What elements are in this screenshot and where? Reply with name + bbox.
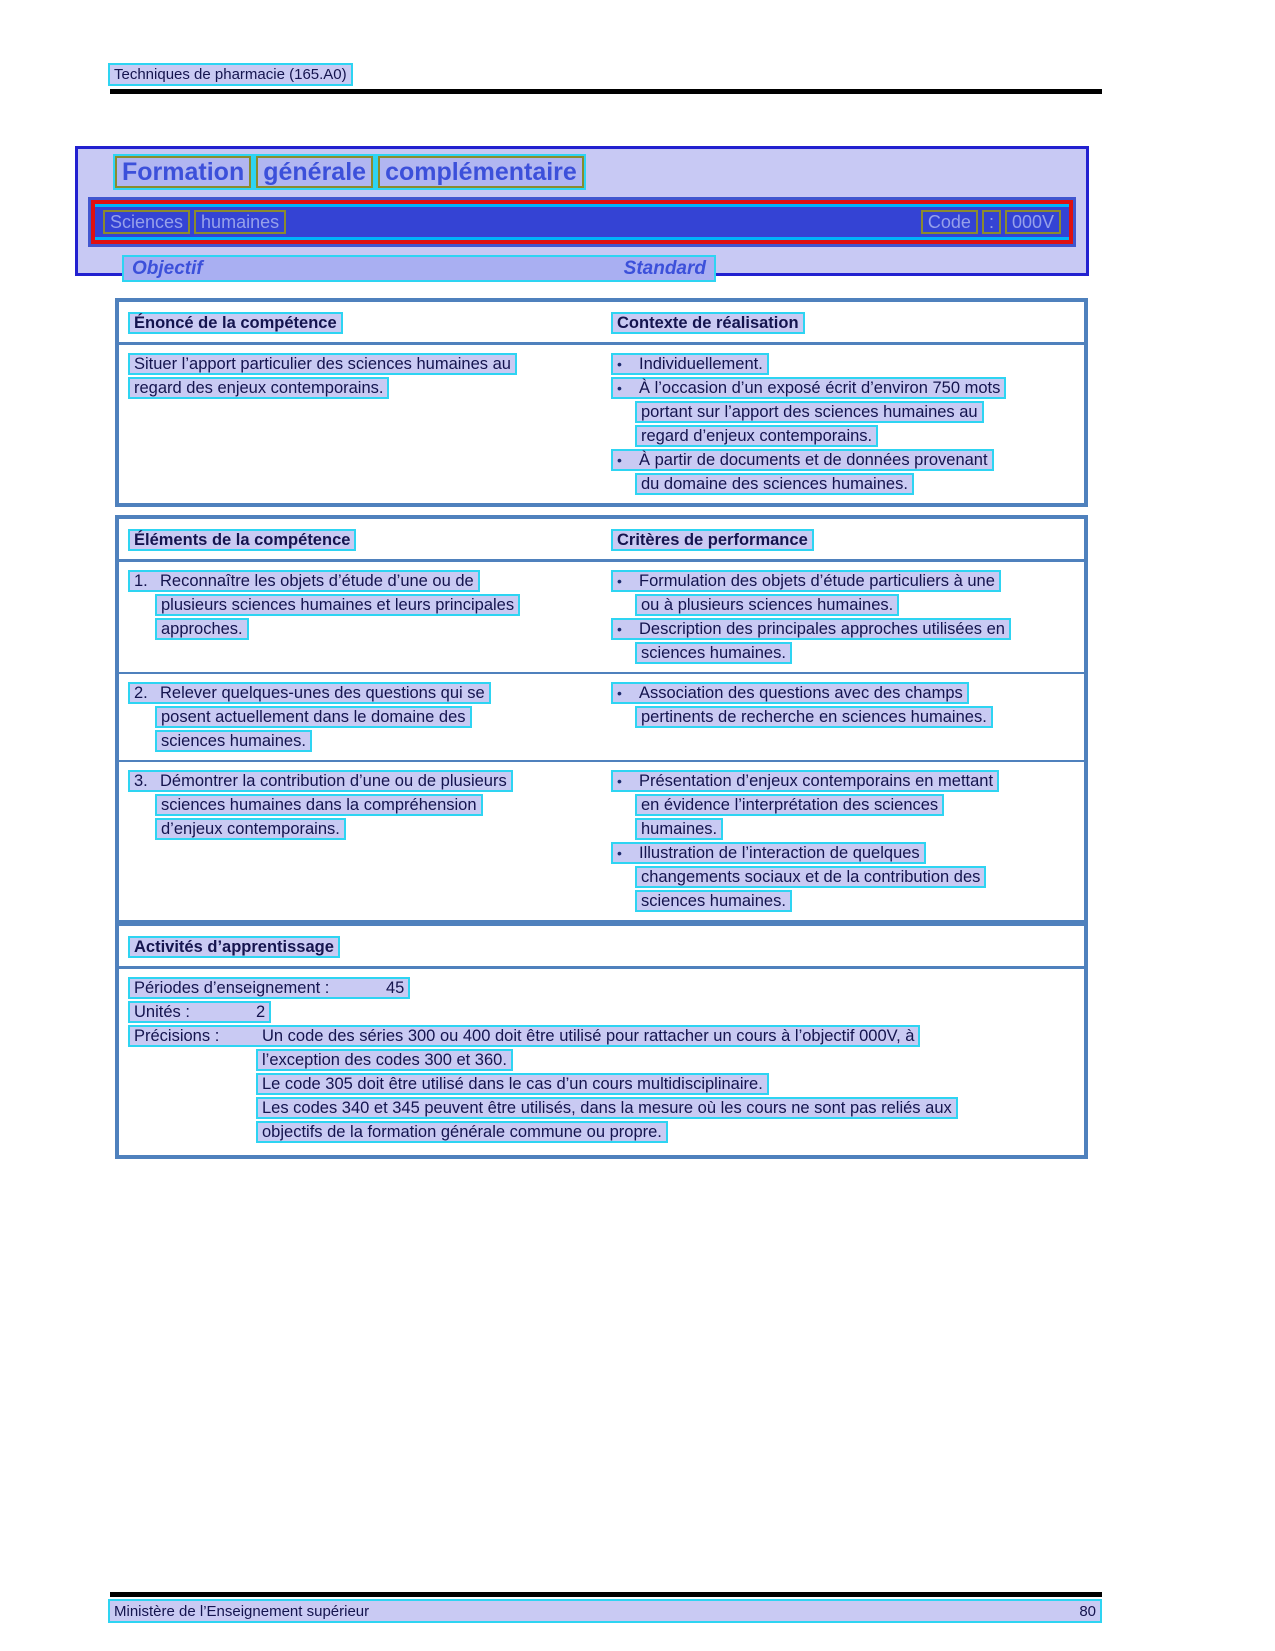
- bullet-icon: •: [617, 573, 622, 589]
- objectif-standard-box: [122, 255, 716, 282]
- precisions-line: l’exception des codes 300 et 360.: [256, 1049, 513, 1071]
- elements-table-header: [119, 519, 1084, 562]
- bullet-icon: •: [617, 773, 622, 789]
- column-header-contexte: Contexte de réalisation: [611, 312, 805, 334]
- running-header: [108, 63, 353, 86]
- bullet-icon: •: [617, 621, 622, 637]
- banner-heading: [113, 154, 1086, 190]
- context-item-line: • À l’occasion d’un exposé écrit d’environ 750 mots: [611, 377, 1006, 399]
- criteria-line: • Illustration de l’interaction de quelques: [611, 842, 926, 864]
- elements-table-row-2: [119, 672, 1084, 760]
- periods-label: Périodes d’enseignement :: [134, 979, 330, 997]
- column-header-elements: Éléments de la compétence: [128, 529, 356, 551]
- code-separator: :: [982, 210, 1001, 234]
- objectif-standard-row: [122, 255, 1086, 282]
- objectif-label: Objectif: [132, 258, 203, 279]
- activities-table-header: [119, 926, 1084, 969]
- units-label: Unités :: [134, 1003, 190, 1021]
- periods-value: 45: [386, 979, 405, 997]
- running-header-text: Techniques de pharmacie (165.A0): [108, 63, 353, 86]
- criteria-cell: [591, 770, 1084, 914]
- bullet-icon: •: [617, 356, 622, 372]
- context-item-line: • À partir de documents et de données provenant: [611, 449, 994, 471]
- element-line: approches.: [155, 618, 249, 640]
- statement-line: Situer l’apport particulier des sciences humaines au: [128, 353, 517, 375]
- criteria-line: ou à plusieurs sciences humaines.: [635, 594, 899, 616]
- subject-word: Sciences: [103, 210, 190, 234]
- criteria-line: sciences humaines.: [635, 890, 792, 912]
- element-line: sciences humaines.: [155, 730, 312, 752]
- footer-box: [108, 1599, 1102, 1623]
- code-value: 000V: [1005, 210, 1061, 234]
- precisions-line: objectifs de la formation générale commune ou propre.: [256, 1121, 668, 1143]
- bullet-icon: •: [617, 845, 622, 861]
- element-line: 2. Relever quelques-unes des questions qui se: [128, 682, 491, 704]
- precisions-line: Précisions : Un code des séries 300 ou 400 doit être utilisé pour rattacher un cours à l’objectif 000V, à: [128, 1025, 920, 1047]
- element-line: d’enjeux contemporains.: [155, 818, 346, 840]
- criteria-cell: [591, 570, 1084, 666]
- item-number: 1.: [134, 572, 148, 590]
- bullet-icon: •: [617, 685, 622, 701]
- banner-heading-word: générale: [256, 156, 373, 188]
- code-word: Code: [921, 210, 978, 234]
- criteria-line: • Formulation des objets d’étude particuliers à une: [611, 570, 1001, 592]
- context-item-line: • Individuellement.: [611, 353, 769, 375]
- competency-table: [115, 298, 1088, 507]
- criteria-cell: [591, 682, 1084, 754]
- criteria-line: • Présentation d’enjeux contemporains en mettant: [611, 770, 999, 792]
- subject-code-bar-red-frame: [91, 200, 1073, 244]
- footer-ministry: Ministère de l’Enseignement supérieur: [114, 1603, 370, 1620]
- context-cell: [591, 353, 1084, 497]
- element-cell: [119, 682, 591, 754]
- criteria-line: en évidence l’interprétation des sciences: [635, 794, 944, 816]
- context-item-line: portant sur l’apport des sciences humaines au: [635, 401, 984, 423]
- item-number: 2.: [134, 684, 148, 702]
- page-footer: [108, 1599, 1102, 1623]
- element-cell: [119, 570, 591, 666]
- criteria-line: humaines.: [635, 818, 723, 840]
- criteria-line: • Description des principales approches utilisées en: [611, 618, 1011, 640]
- section-banner: [75, 146, 1089, 279]
- statement-line: regard des enjeux contemporains.: [128, 377, 389, 399]
- periods-line: [128, 977, 410, 999]
- subject-code-bar: [88, 197, 1076, 247]
- precisions-label: Précisions :: [134, 1027, 220, 1045]
- context-item-line: regard d’enjeux contemporains.: [635, 425, 878, 447]
- competency-statement-cell: [119, 353, 591, 497]
- standard-label: Standard: [623, 258, 706, 279]
- competency-table-row: [119, 345, 1084, 503]
- criteria-line: pertinents de recherche en sciences humaines.: [635, 706, 993, 728]
- competency-table-header: [119, 302, 1084, 345]
- footer-rule: [110, 1592, 1102, 1597]
- banner-heading-word: complémentaire: [378, 156, 584, 188]
- units-value: 2: [256, 1003, 266, 1021]
- activities-table-body: [119, 969, 1084, 1155]
- header-rule: [110, 89, 1102, 94]
- element-line: 1. Reconnaître les objets d’étude d’une ou de: [128, 570, 480, 592]
- bullet-icon: •: [617, 380, 622, 396]
- banner-heading-line: [113, 154, 586, 190]
- context-item-line: du domaine des sciences humaines.: [635, 473, 914, 495]
- column-header-criteres: Critères de performance: [611, 529, 814, 551]
- column-header-enonce: Énoncé de la compétence: [128, 312, 343, 334]
- footer-page-number: 80: [1079, 1603, 1096, 1620]
- units-line: [128, 1001, 271, 1023]
- banner-heading-word: Formation: [115, 156, 251, 188]
- subject-title: [103, 210, 286, 234]
- subject-code-bar-inner: [95, 204, 1069, 240]
- activities-header: Activités d’apprentissage: [128, 936, 340, 958]
- activities-table: [115, 922, 1088, 1159]
- subject-code: [921, 210, 1061, 234]
- item-number: 3.: [134, 772, 148, 790]
- elements-table-row-1: [119, 562, 1084, 672]
- subject-word: humaines: [194, 210, 286, 234]
- criteria-line: • Association des questions avec des champs: [611, 682, 969, 704]
- element-line: sciences humaines dans la compréhension: [155, 794, 483, 816]
- precisions-line: Le code 305 doit être utilisé dans le cas d’un cours multidisciplinaire.: [256, 1073, 769, 1095]
- elements-table-row-3: [119, 760, 1084, 920]
- element-line: 3. Démontrer la contribution d’une ou de plusieurs: [128, 770, 513, 792]
- criteria-line: changements sociaux et de la contribution des: [635, 866, 986, 888]
- bullet-icon: •: [617, 452, 622, 468]
- element-cell: [119, 770, 591, 914]
- element-line: posent actuellement dans le domaine des: [155, 706, 472, 728]
- elements-table: [115, 515, 1088, 924]
- criteria-line: sciences humaines.: [635, 642, 792, 664]
- precisions-line: Les codes 340 et 345 peuvent être utilisés, dans la mesure où les cours ne sont pas reliés aux: [256, 1097, 958, 1119]
- element-line: plusieurs sciences humaines et leurs principales: [155, 594, 520, 616]
